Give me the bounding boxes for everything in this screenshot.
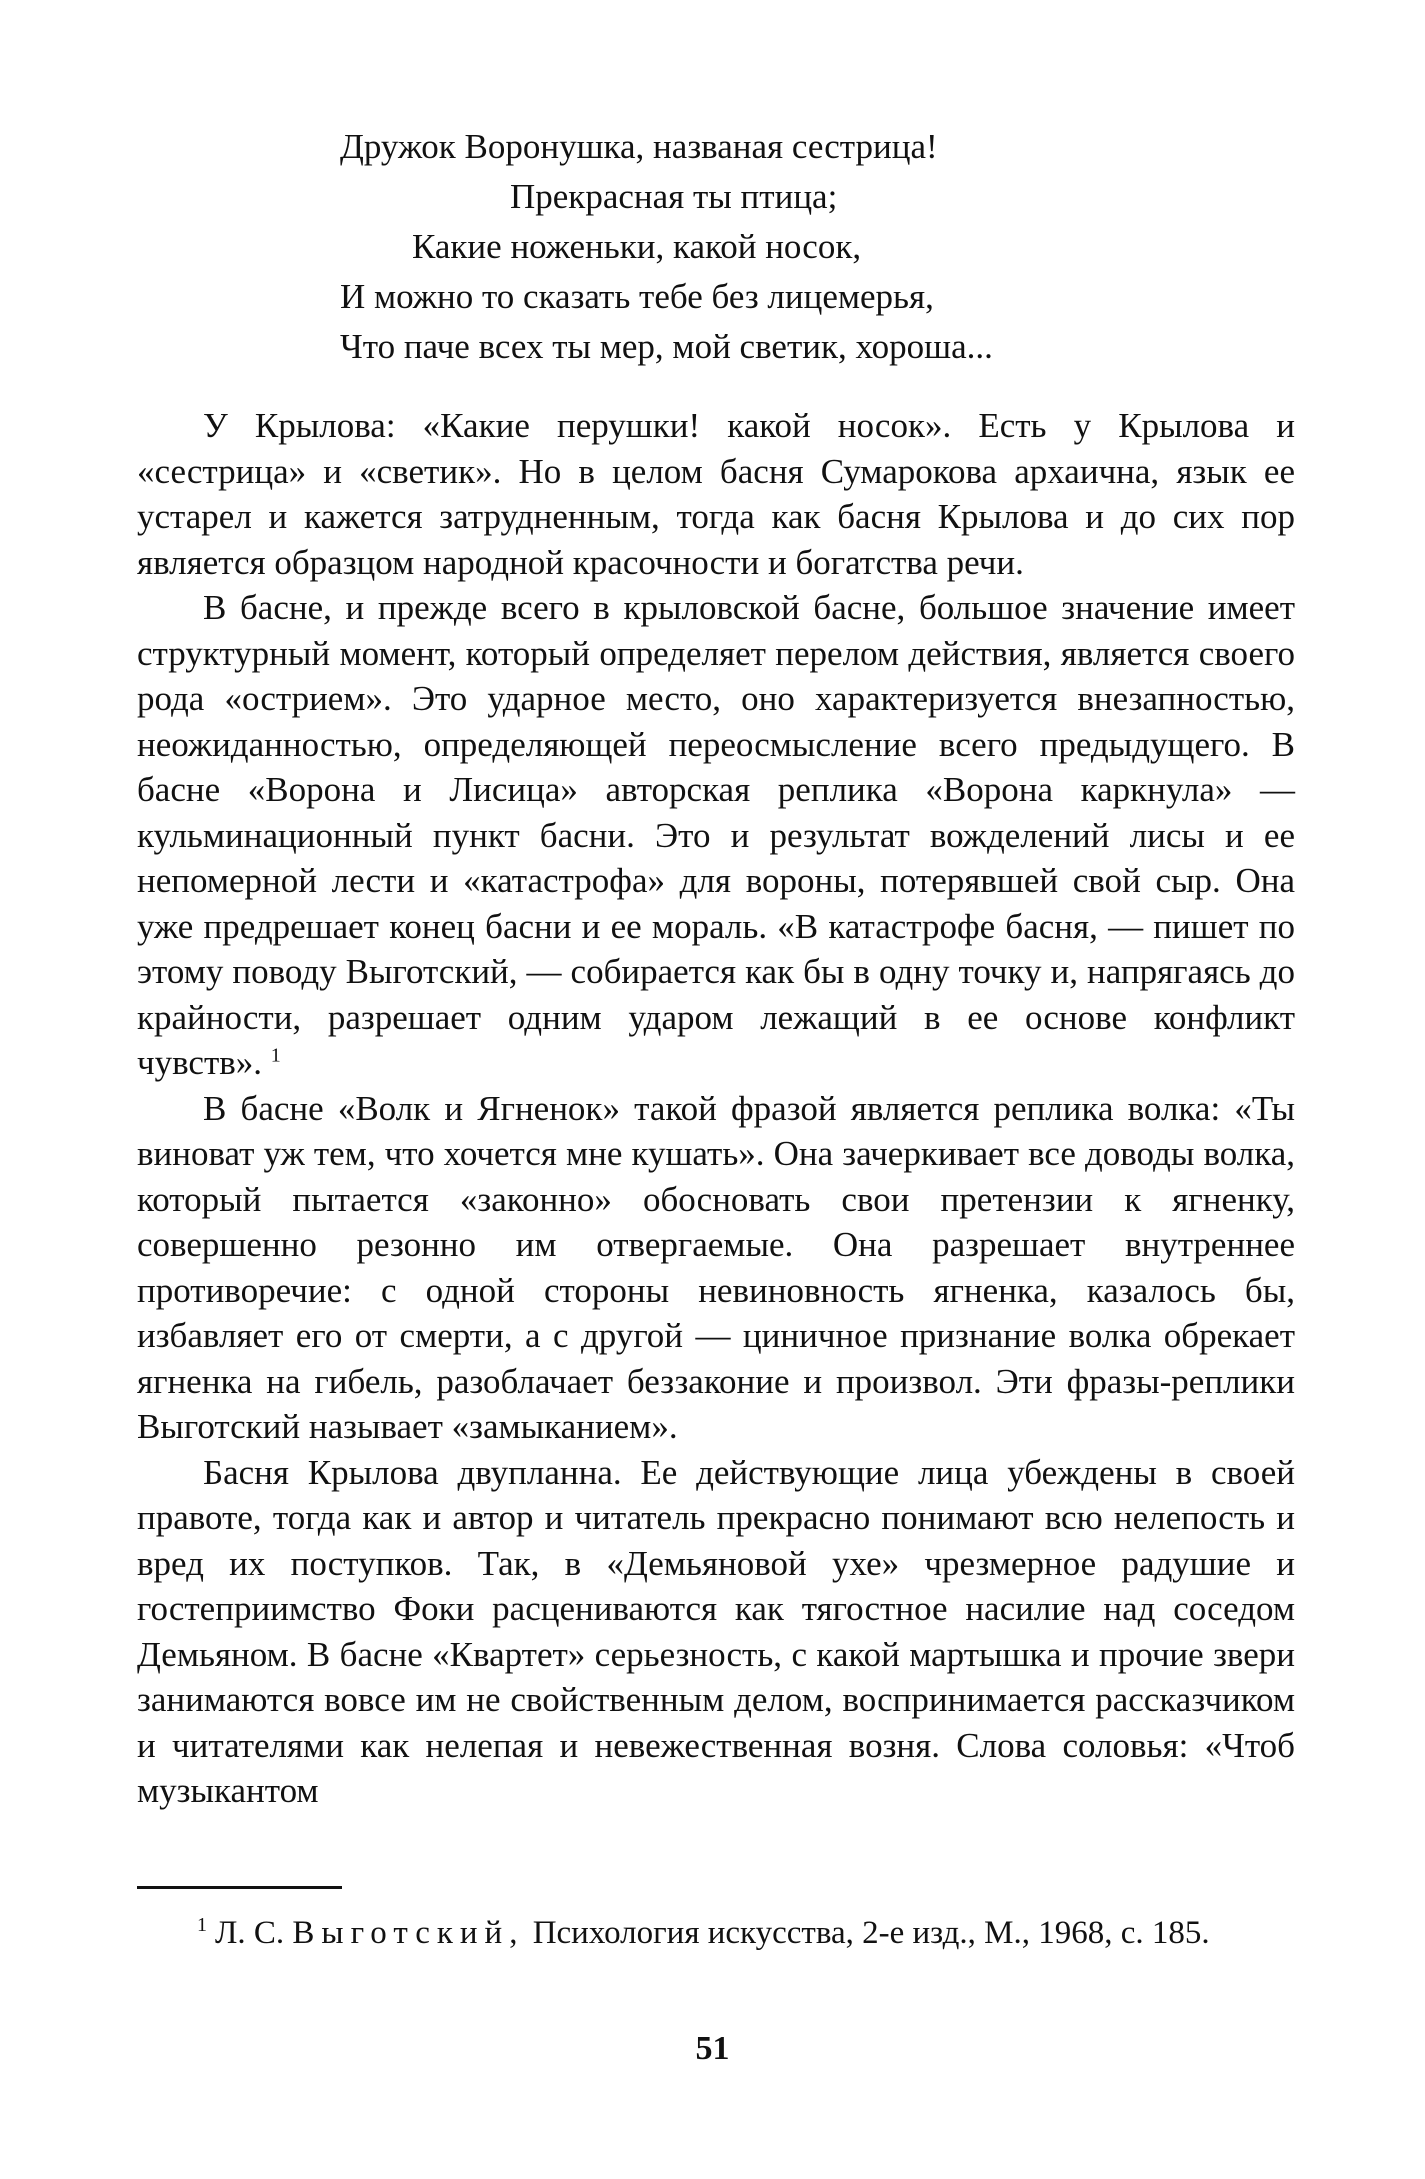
paragraph xyxy=(137,585,1295,1086)
paragraph-text: Басня Крылова двупланна. Ее действующие лица убеждены в своей правоте, тогда как и автор и читатель прекрасно понимают всю нелепость и вред их поступков. Так, в «Демьяновой ухе» чрезмерное радушие и гостеприимство Фоки расцениваются как тягостное насилие над соседом Демьяном. В басне «Квартет» серьезность, с какой мартышка и прочие звери занимаются вовсе им не свойственным делом, воспринимается рассказчиком и читателями как нелепая и невежественная возня. Слова соловья: «Чтоб музыкантом xyxy=(137,1452,1295,1810)
footnote-author-surname: Выготский, xyxy=(292,1915,525,1951)
footnote xyxy=(137,1910,1295,1956)
footnote-reference[interactable]: 1 xyxy=(270,1044,281,1067)
footnote-divider xyxy=(137,1886,342,1889)
page-number: 51 xyxy=(695,2030,730,2067)
verse-line: Прекрасная ты птица; xyxy=(510,177,838,216)
paragraph xyxy=(137,1450,1295,1814)
verse-quote xyxy=(340,122,1240,372)
paragraph xyxy=(137,403,1295,585)
paragraph-text: В басне «Волк и Ягненок» такой фразой является реплика волка: «Ты виноват уж тем, что хочется мне кушать». Она зачеркивает все доводы волка, который пытается «законно» обосновать свои претензии к ягненку, совершенно резонно им отвергаемые. Она разрешает внутреннее противоречие: с одной стороны невиновность ягненка, казалось бы, избавляет его от смерти, а с другой — циничное признание волка обрекает ягненка на гибель, разоблачает беззаконие и произвол. Эти фразы-реплики Выготский называет «замыканием». xyxy=(137,1088,1295,1446)
footnote-author-initials: Л. С. xyxy=(215,1915,285,1951)
paragraph-text: У Крылова: «Какие перушки! какой носок». Есть у Крылова и «сестрица» и «светик». Но в целом басня Сумарокова архаична, язык ее устарел и кажется затрудненным, тогда как басня Крылова и до сих пор является образцом народной красочности и богатства речи. xyxy=(137,406,1295,582)
footnote-citation: Психология искусства, 2-е изд., М., 1968, с. 185. xyxy=(532,1915,1210,1951)
verse-line: И можно то сказать тебе без лицемерья, xyxy=(340,277,934,316)
main-text xyxy=(137,403,1295,1814)
paragraph-text: В басне, и прежде всего в крыловской басне, большое значение имеет структурный момент, который определяет перелом действия, является своего рода «острием». Это ударное место, оно характеризуется внезапностью, неожиданностью, определяющей переосмысление всего предыдущего. В басне «Ворона и Лисица» авторская реплика «Ворона каркнула» — кульминационный пункт басни. Это и результат вожделений лисы и ее непомерной лести и «катастрофа» для вороны, потерявшей свой сыр. Она уже предрешает конец басни и ее мораль. «В катастрофе басня, — пишет по этому поводу Выготский, — собирается как бы в одну точку и, напрягаясь до крайности, разрешает одним ударом лежащий в ее основе конфликт чувств». xyxy=(137,588,1295,1082)
footnote-mark: 1 xyxy=(197,1914,207,1936)
verse-line: Что паче всех ты мер, мой светик, хороша... xyxy=(340,327,993,366)
verse-line: Дружок Воронушка, названая сестрица! xyxy=(340,127,938,166)
verse-line: Какие ноженьки, какой носок, xyxy=(412,227,862,266)
paragraph xyxy=(137,1086,1295,1450)
